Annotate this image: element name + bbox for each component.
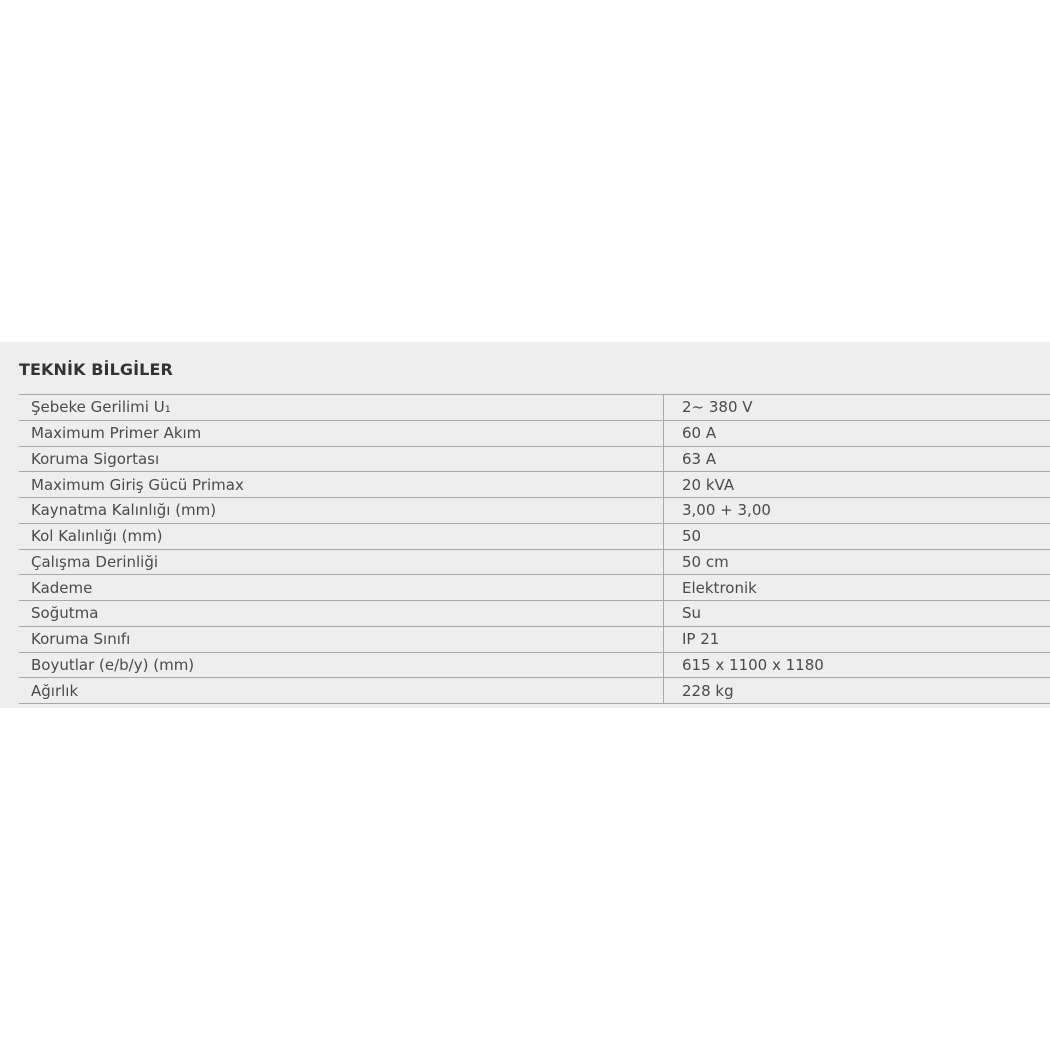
table-row	[19, 498, 1050, 524]
table-row	[19, 472, 1050, 498]
specs-table	[19, 394, 1050, 704]
table-row	[19, 395, 1050, 421]
table-row	[19, 575, 1050, 601]
spec-value: 20 kVA	[664, 472, 1050, 498]
table-row	[19, 549, 1050, 575]
spec-label: Maximum Giriş Gücü Primax	[19, 472, 664, 498]
spec-value: Elektronik	[664, 575, 1050, 601]
spec-label: Kaynatma Kalınlığı (mm)	[19, 498, 664, 524]
spec-label: Koruma Sigortası	[19, 446, 664, 472]
spec-value: 615 x 1100 x 1180	[664, 652, 1050, 678]
table-row	[19, 601, 1050, 627]
spec-value: 63 A	[664, 446, 1050, 472]
spec-label: Çalışma Derinliği	[19, 549, 664, 575]
table-row	[19, 446, 1050, 472]
spec-label: Boyutlar (e/b/y) (mm)	[19, 652, 664, 678]
table-row	[19, 523, 1050, 549]
spec-label: Koruma Sınıfı	[19, 626, 664, 652]
section-title: TEKNİK BİLGİLER	[19, 360, 173, 379]
spec-value: 50 cm	[664, 549, 1050, 575]
spec-value: 228 kg	[664, 678, 1050, 704]
table-row	[19, 626, 1050, 652]
spec-value: 60 A	[664, 420, 1050, 446]
technical-specs-panel	[0, 342, 1050, 708]
spec-label: Kademe	[19, 575, 664, 601]
spec-label: Soğutma	[19, 601, 664, 627]
spec-value: Su	[664, 601, 1050, 627]
table-row	[19, 678, 1050, 704]
spec-label: Ağırlık	[19, 678, 664, 704]
spec-value: 2~ 380 V	[664, 395, 1050, 421]
spec-label: Maximum Primer Akım	[19, 420, 664, 446]
spec-label: Şebeke Gerilimi U₁	[19, 395, 664, 421]
table-row	[19, 420, 1050, 446]
table-row	[19, 652, 1050, 678]
spec-value: 50	[664, 523, 1050, 549]
spec-label: Kol Kalınlığı (mm)	[19, 523, 664, 549]
spec-value: IP 21	[664, 626, 1050, 652]
spec-value: 3,00 + 3,00	[664, 498, 1050, 524]
